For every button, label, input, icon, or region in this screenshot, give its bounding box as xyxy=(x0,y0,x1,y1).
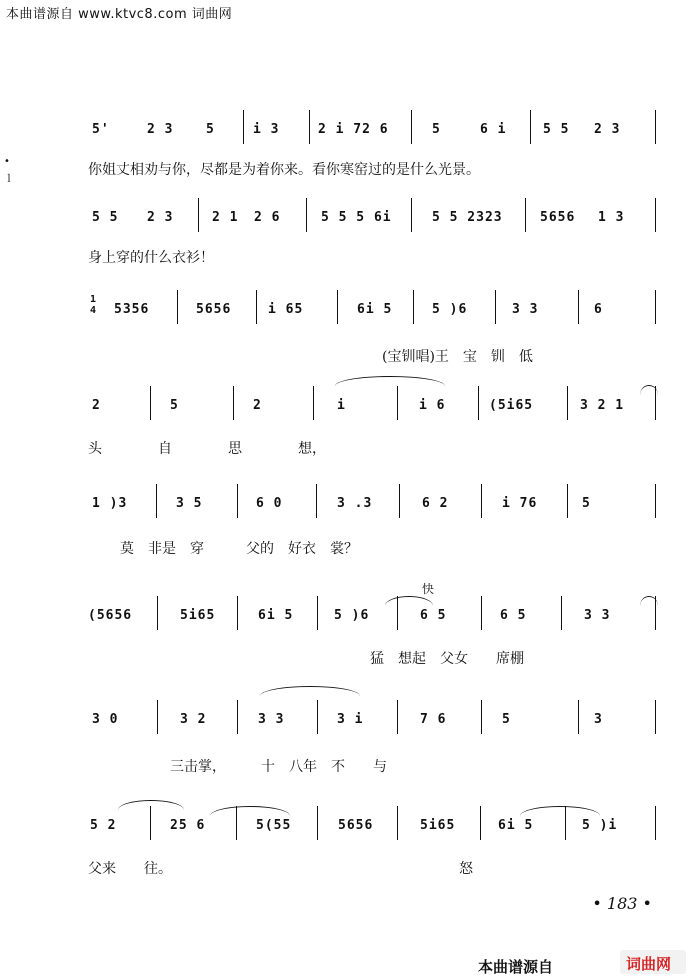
margin-mark: ｌ xyxy=(4,174,14,185)
lyric-line: 猛 想起 父女 席棚 xyxy=(370,651,524,667)
bar-line xyxy=(530,110,531,144)
time-signature: 1 4 xyxy=(90,294,98,316)
bar-line xyxy=(655,290,656,324)
lyric-line: 三击掌， 十 八年 不 与 xyxy=(170,759,387,775)
note-group: 5i65 xyxy=(180,608,216,623)
bar-line xyxy=(243,110,244,144)
note-group: 2 i 72 6 xyxy=(318,122,389,137)
bar-line xyxy=(411,110,412,144)
slur xyxy=(118,800,184,810)
note-group: 5656 xyxy=(196,302,232,317)
note-group: 5656 xyxy=(338,818,374,833)
note-group: 5 xyxy=(206,122,215,137)
note-group: 3 3 xyxy=(584,608,611,623)
lyric-line: 父来 往。 怒 xyxy=(88,861,473,877)
bar-line xyxy=(397,700,398,734)
bar-line xyxy=(177,290,178,324)
note-group: 25 6 xyxy=(170,818,206,833)
bar-line xyxy=(478,386,479,420)
bar-line xyxy=(578,700,579,734)
note-group: 2 6 xyxy=(254,210,281,225)
bar-line xyxy=(567,484,568,518)
bar-line xyxy=(655,806,656,840)
note-group: 3 i xyxy=(337,712,364,727)
note-group: 5 5 2323 xyxy=(432,210,503,225)
note-group: 3 0 xyxy=(92,712,119,727)
bar-line xyxy=(317,596,318,630)
note-group: 6 i xyxy=(480,122,507,137)
note-group: 5 2 xyxy=(90,818,117,833)
note-group: 5i65 xyxy=(420,818,456,833)
note-group: 1 )3 xyxy=(92,496,128,511)
note-group: 6 0 xyxy=(256,496,283,511)
note-group: i 65 xyxy=(268,302,304,317)
note-group: 2 1 xyxy=(212,210,239,225)
note-group: 3 .3 xyxy=(337,496,373,511)
note-group: 3 xyxy=(594,712,603,727)
tempo-mark: 快 xyxy=(422,582,435,596)
site-header: 本曲谱源自 www.ktvc8.com 词曲网 xyxy=(6,7,233,22)
note-group: 5' xyxy=(92,122,110,137)
bar-line xyxy=(233,386,234,420)
note-group: 5 xyxy=(432,122,441,137)
note-group: 5 5 xyxy=(543,122,570,137)
note-group: 5 xyxy=(502,712,511,727)
note-group: 5 )6 xyxy=(334,608,370,623)
bar-line xyxy=(157,700,158,734)
bar-line xyxy=(495,290,496,324)
bar-line xyxy=(317,806,318,840)
note-group: 2 xyxy=(92,398,101,413)
note-group: 5 5 xyxy=(92,210,119,225)
note-group: 5 5 5 6i xyxy=(321,210,392,225)
note-group: 5656 xyxy=(540,210,576,225)
note-group: 3 2 1 xyxy=(580,398,625,413)
bar-line xyxy=(413,290,414,324)
bar-line xyxy=(397,386,398,420)
note-group: 6 5 xyxy=(420,608,447,623)
note-group: i 76 xyxy=(502,496,538,511)
margin-mark: • xyxy=(4,156,10,167)
bar-line xyxy=(150,386,151,420)
bar-line xyxy=(237,700,238,734)
bar-line xyxy=(481,596,482,630)
note-group: 2 3 xyxy=(147,210,174,225)
lyric-line: (宝钏唱)王 宝 钏 低 xyxy=(382,349,533,365)
slur xyxy=(260,686,360,696)
note-group: 6i 5 xyxy=(498,818,534,833)
bar-line xyxy=(256,290,257,324)
bar-line xyxy=(399,484,400,518)
note-group: 3 3 xyxy=(258,712,285,727)
note-group: 6 xyxy=(594,302,603,317)
lyric-line: 身上穿的什么衣衫！ xyxy=(88,250,214,266)
bar-line xyxy=(237,484,238,518)
bar-line xyxy=(481,700,482,734)
page-number: • 183 • xyxy=(592,894,652,913)
lyric-line: 莫 非是 穿 父的 好衣 裳？ xyxy=(120,541,358,557)
note-group: (5i65 xyxy=(489,398,534,413)
bar-line xyxy=(316,484,317,518)
slur xyxy=(210,806,290,816)
bar-line xyxy=(156,484,157,518)
note-group: 1 3 xyxy=(598,210,625,225)
bar-line xyxy=(578,290,579,324)
note-group: 5356 xyxy=(114,302,150,317)
bar-line xyxy=(655,110,656,144)
note-group: 5 xyxy=(170,398,179,413)
note-group: 5 )6 xyxy=(432,302,468,317)
note-group: 6 2 xyxy=(422,496,449,511)
slur xyxy=(385,596,433,606)
bar-line xyxy=(397,806,398,840)
bar-line xyxy=(655,198,656,232)
site-logo xyxy=(620,950,686,974)
bar-line xyxy=(481,484,482,518)
bar-line xyxy=(480,806,481,840)
note-group: 5 xyxy=(582,496,591,511)
bar-line xyxy=(411,198,412,232)
note-group: 5 )i xyxy=(582,818,618,833)
note-group: i 6 xyxy=(419,398,446,413)
bar-line xyxy=(525,198,526,232)
bar-line xyxy=(157,596,158,630)
bar-line xyxy=(655,484,656,518)
note-group: 6i 5 xyxy=(357,302,393,317)
note-group: (5656 xyxy=(88,608,133,623)
lyric-line: 你姐丈相劝与你，尽都是为着你来。看你寒窑过的是什么光景。 xyxy=(88,162,480,178)
note-group: 2 3 xyxy=(147,122,174,137)
bar-line xyxy=(561,596,562,630)
note-group: 6 5 xyxy=(500,608,527,623)
bar-line xyxy=(150,806,151,840)
note-group: 5(55 xyxy=(256,818,292,833)
bar-line xyxy=(567,386,568,420)
note-group: 2 3 xyxy=(594,122,621,137)
bar-line xyxy=(198,198,199,232)
bar-line xyxy=(655,700,656,734)
note-group: 3 5 xyxy=(176,496,203,511)
note-group: 3 2 xyxy=(180,712,207,727)
bar-line xyxy=(309,110,310,144)
slur xyxy=(335,376,445,386)
note-group: 7 6 xyxy=(420,712,447,727)
bar-line xyxy=(313,386,314,420)
note-group: i 3 xyxy=(253,122,280,137)
site-logo-text: 词曲网 xyxy=(626,955,672,973)
bar-line xyxy=(317,700,318,734)
lyric-line: 头 自 思 想， xyxy=(88,441,326,457)
note-group: 3 3 xyxy=(512,302,539,317)
bar-line xyxy=(237,596,238,630)
note-group: 6i 5 xyxy=(258,608,294,623)
footer-source: 本曲谱源自 xyxy=(478,958,554,976)
slur xyxy=(520,806,600,816)
note-group: i xyxy=(337,398,346,413)
note-group: 2 xyxy=(253,398,262,413)
bar-line xyxy=(306,198,307,232)
bar-line xyxy=(337,290,338,324)
